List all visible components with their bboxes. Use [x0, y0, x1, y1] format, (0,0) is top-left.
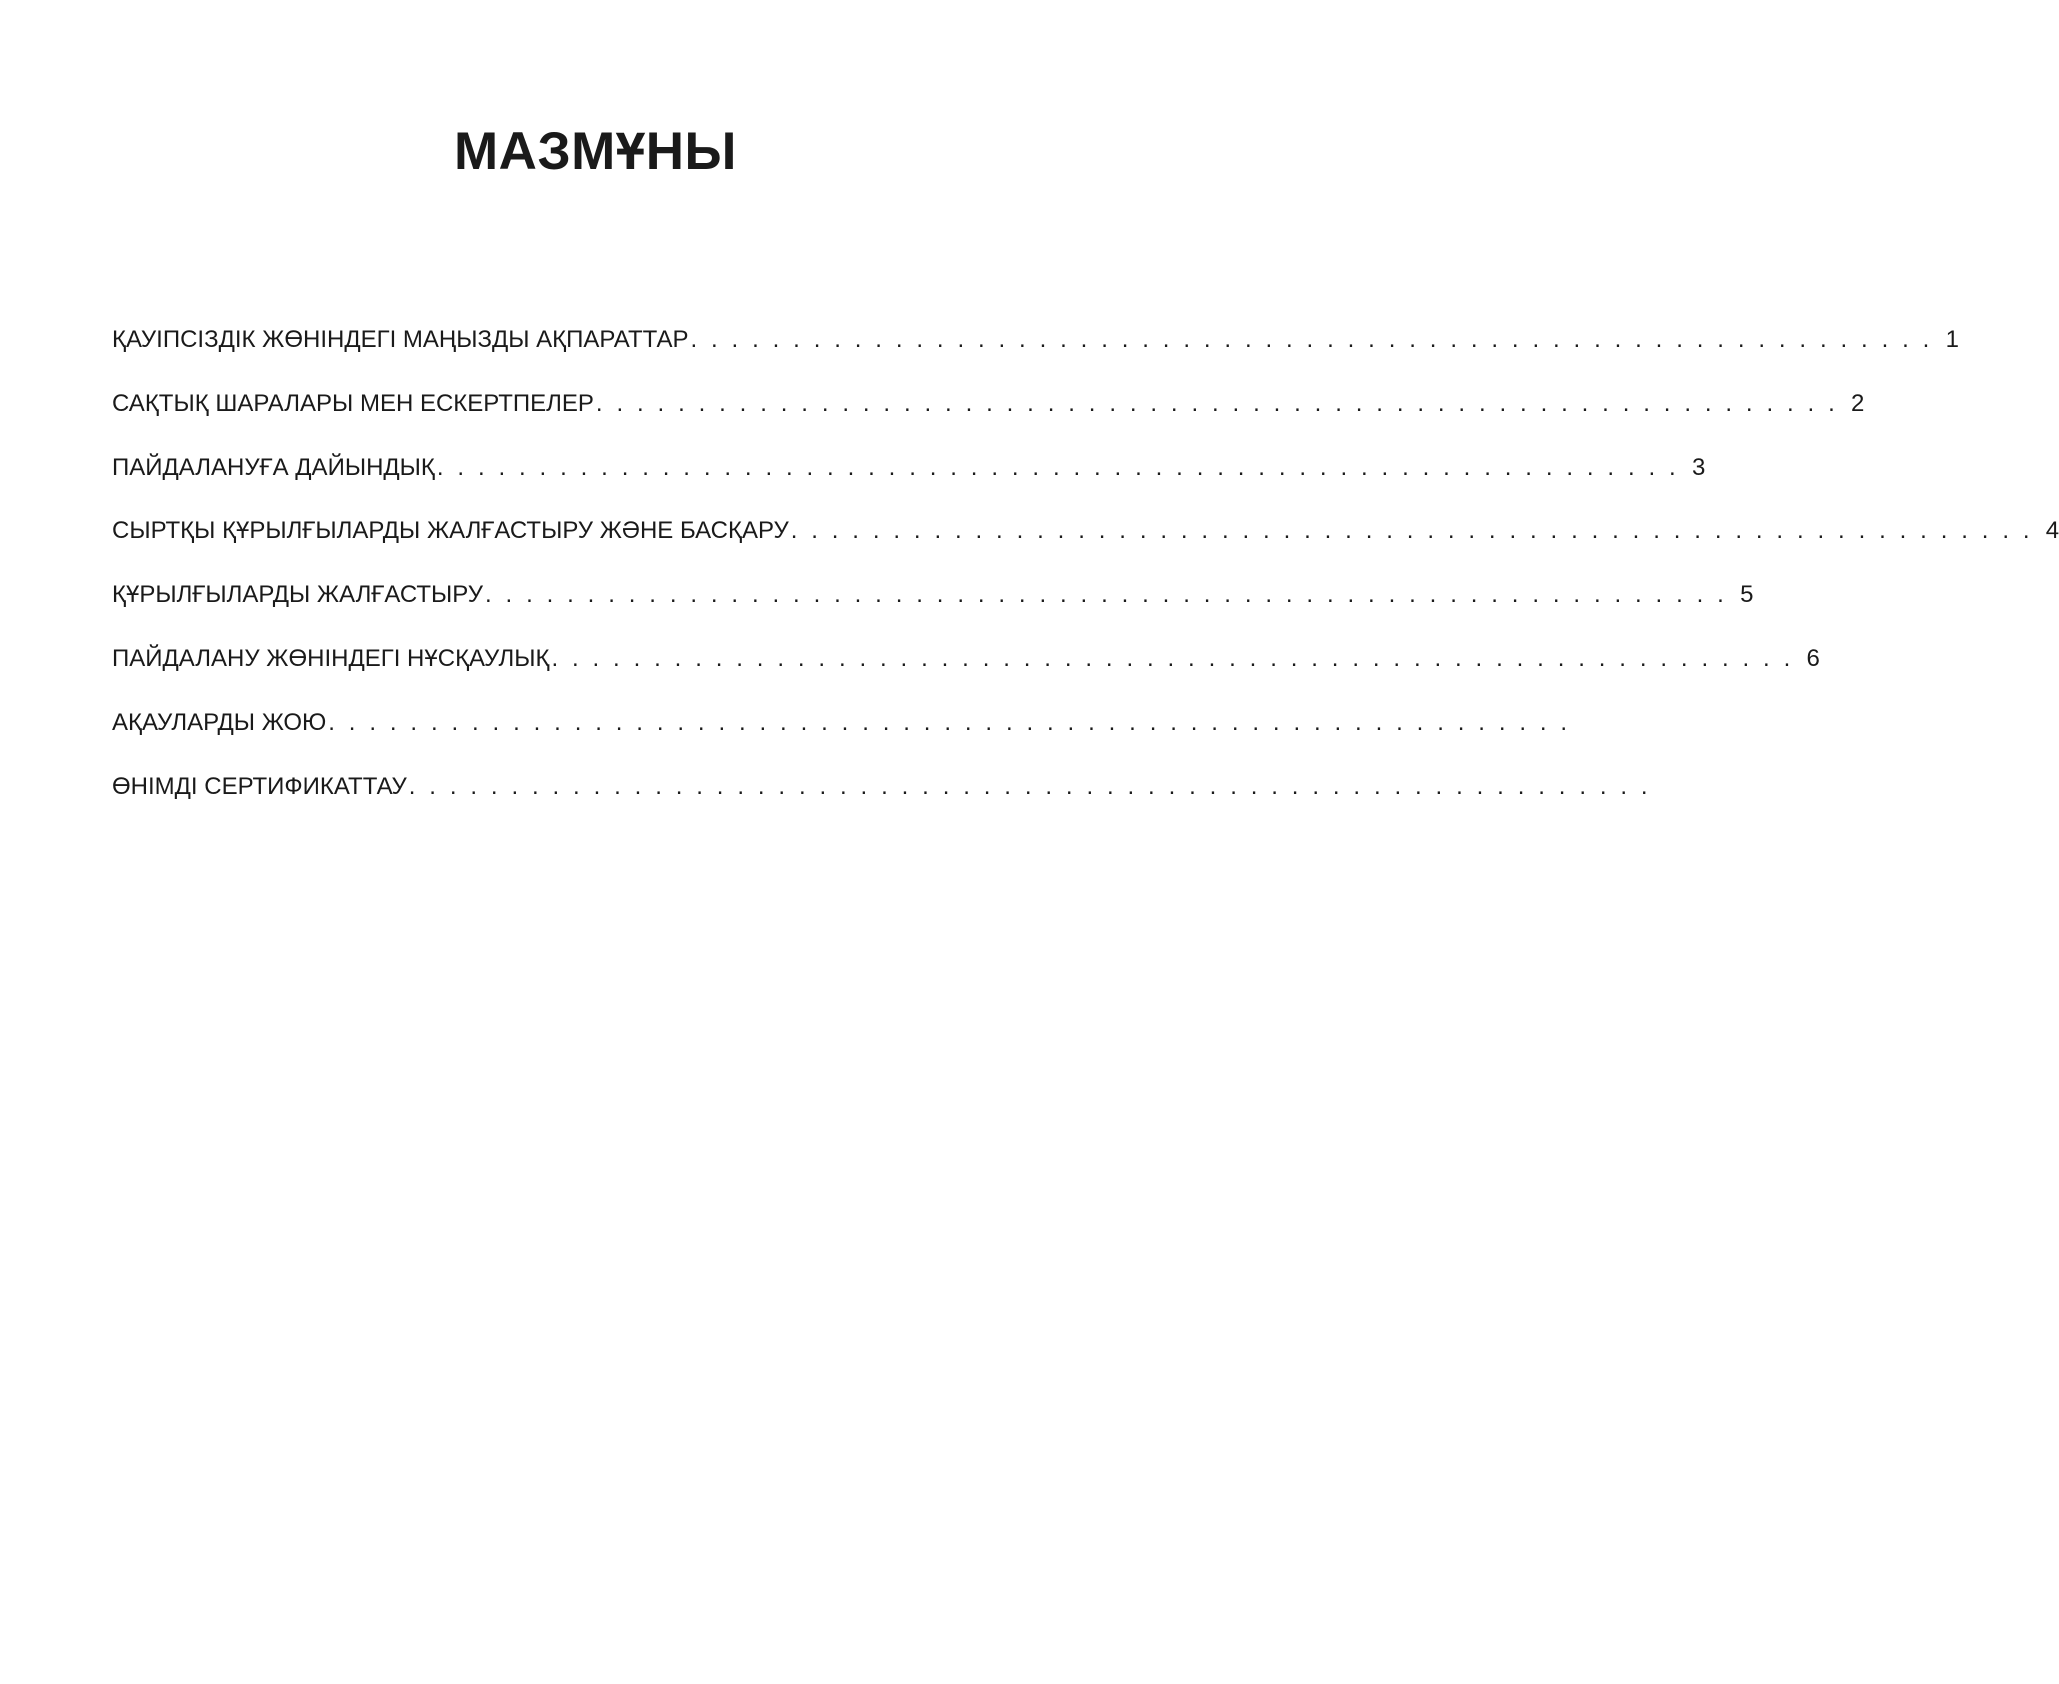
toc-entry-connecting-devices [112, 581, 1754, 645]
toc-dot-leader: . . . . . . . . . . . . . . . . . . . . . . . . . . . . . . . . . . . . . . . . . . . . . . . . . . . . . . . . . . . . . [328, 708, 1571, 736]
toc-entry-precautions [112, 389, 1865, 454]
toc-entry-safety-info [112, 326, 1959, 390]
toc-dot-leader: . . . . . . . . . . . . . . . . . . . . . . . . . . . . . . . . . . . . . . . . . . . . . . . . . . . . . . . . . . . . . [436, 453, 1680, 481]
toc-dot-leader: . . . . . . . . . . . . . . . . . . . . . . . . . . . . . . . . . . . . . . . . . . . . . . . . . . . . . . . . . . . . . [595, 389, 1839, 417]
toc-dot-leader: . . . . . . . . . . . . . . . . . . . . . . . . . . . . . . . . . . . . . . . . . . . . . . . . . . . . . . . . . . . . . [408, 772, 1652, 800]
toc-entry-label: САҚТЫҚ ШАРАЛАРЫ МЕН ЕСКЕРТПЕЛЕР [112, 389, 594, 417]
toc-entry-label: СЫРТҚЫ ҚҰРЫЛҒЫЛАРДЫ ЖАЛҒАСТЫРУ ЖӘНЕ БАСҚАРУ [112, 517, 789, 545]
toc-entry-label: ҚАУІПСІЗДІК ЖӨНІНДЕГІ МАҢЫЗДЫ АҚПАРАТТАР [112, 326, 689, 353]
table-of-contents [112, 326, 2059, 836]
toc-entry-label: ПАЙДАЛАНУҒА ДАЙЫНДЫҚ [112, 453, 435, 481]
toc-entry-page-number: 6 [1806, 644, 1820, 672]
toc-entry-external-devices [112, 517, 2059, 581]
toc-entry-page-number: 5 [1740, 581, 1754, 609]
toc-dot-leader: . . . . . . . . . . . . . . . . . . . . . . . . . . . . . . . . . . . . . . . . . . . . . . . . . . . . . . . . . . . . . [551, 644, 1794, 672]
page-title: МАЗМҰНЫ [454, 122, 737, 181]
toc-entry-page-number: 3 [1691, 453, 1706, 481]
toc-entry-label: ҚҰРЫЛҒЫЛАРДЫ ЖАЛҒАСТЫРУ [112, 581, 483, 609]
toc-entry-label: ПАЙДАЛАНУ ЖӨНІНДЕГІ НҰСҚАУЛЫҚ [112, 644, 550, 672]
toc-dot-leader: . . . . . . . . . . . . . . . . . . . . . . . . . . . . . . . . . . . . . . . . . . . . . . . . . . . . . . . . . . . . . [690, 326, 1933, 353]
toc-entry-certification [112, 772, 1652, 837]
toc-entry-user-guide [112, 644, 1820, 709]
toc-entry-page-number: 1 [1945, 326, 1959, 353]
toc-entry-label: ӨНІМДІ СЕРТИФИКАТТАУ [112, 772, 407, 800]
toc-entry-page-number: 4 [2045, 517, 2059, 545]
toc-entry-troubleshooting [112, 708, 1571, 773]
toc-dot-leader: . . . . . . . . . . . . . . . . . . . . . . . . . . . . . . . . . . . . . . . . . . . . . . . . . . . . . . . . . . . . . [790, 517, 2034, 545]
toc-entry-page-number: 2 [1851, 389, 1865, 417]
toc-dot-leader: . . . . . . . . . . . . . . . . . . . . . . . . . . . . . . . . . . . . . . . . . . . . . . . . . . . . . . . . . . . . . [485, 581, 1728, 609]
toc-entry-label: АҚАУЛАРДЫ ЖОЮ [112, 708, 327, 736]
toc-entry-preparation [112, 453, 1706, 518]
